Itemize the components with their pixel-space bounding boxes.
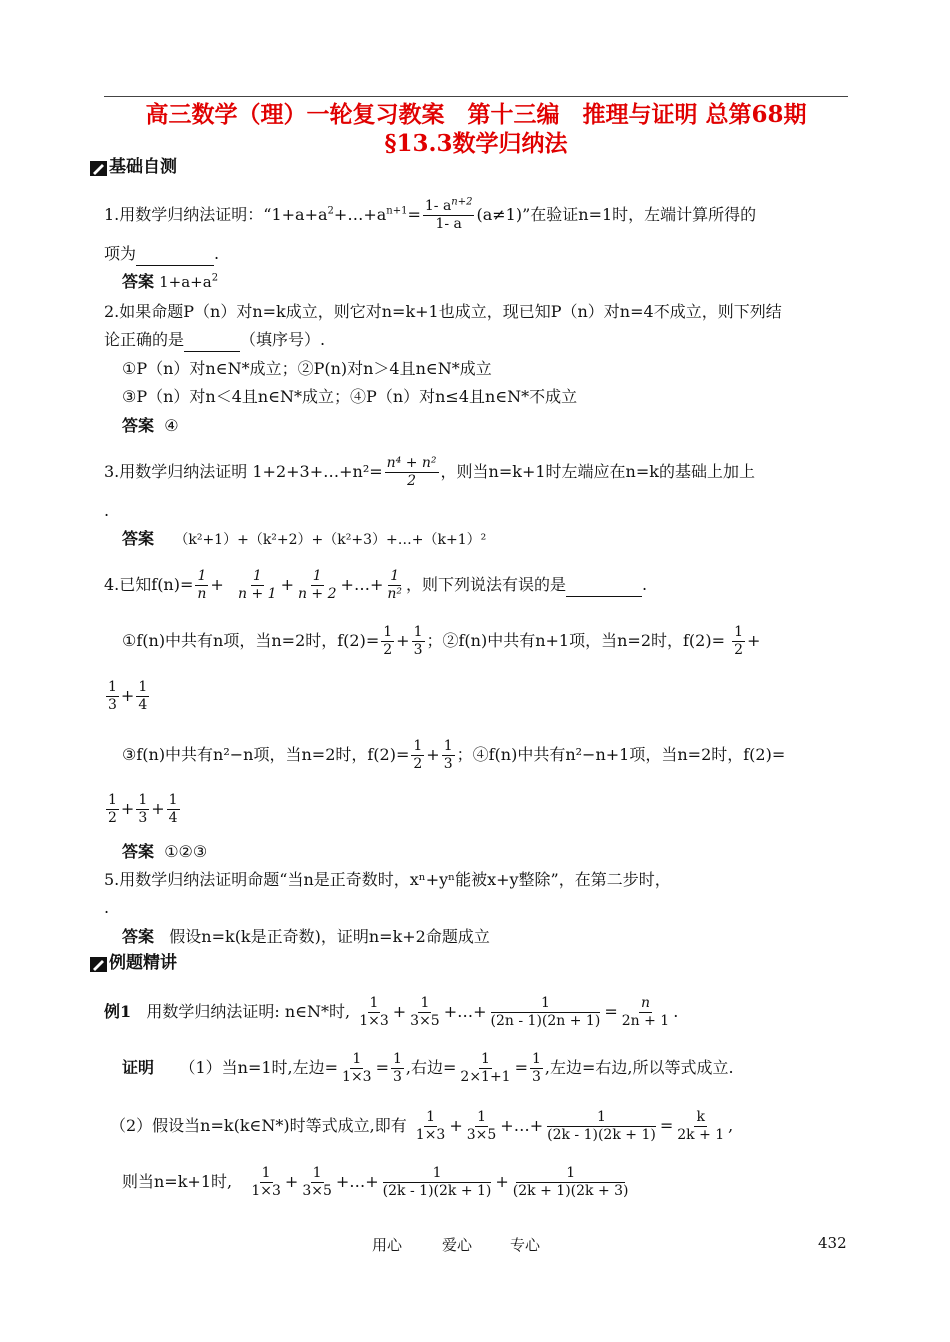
frac-num: 1 — [516, 1165, 625, 1183]
frac: $\frac{1}{3}$ — [413, 624, 423, 658]
example-1: 例1 用数学归纳法证明: n∈N*时, $\frac{1}{1\times 3}$ + $\frac{1}{3\times 5}$ +…+ $\frac{1}{(2n - 1)(2n + 1)}$ = $\frac{n}{2n + 1}$ . — [104, 995, 679, 1029]
q1-period: . — [214, 244, 220, 263]
proof-step-3: 则当n=k+1时, $\frac{1}{1\times 3}$ + $\frac{1}{3\times 5}$ +…+ $\frac{1}{(2k - 1)(2k + 1)}$ + $\frac{1}{(2k + 1)(2k + 3)}$ — [122, 1165, 629, 1199]
answer-label: 答案 — [122, 272, 155, 291]
frac-den: (2k - 1)(2k + 1) — [547, 1127, 656, 1143]
q1-fraction — [423, 198, 475, 233]
frac — [458, 1051, 512, 1086]
q4-option-1: ①f(n)中共有n项，当n=2时，f(2)= $\frac{1}{2}$ + $\frac{1}{3}$ ；②f(n)中共有n+1项，当n=2时，f(2)= $\frac{1}{2}$ + — [122, 624, 761, 658]
proof-text: ,右边= — [405, 1058, 457, 1077]
q4-text: 4.已知f(n)= — [104, 575, 194, 594]
proof-step-2: （2）假设当n=k(k∈N*)时等式成立,即有 $\frac{1}{1\times 3}$ + $\frac{1}{3\times 5}$ +…+ $\frac{1}{(2k - 1)(2k + 1)}$ = $\frac{k}{2k + 1}$ , — [110, 1109, 734, 1143]
footer-text-2: 爱心 — [442, 1236, 473, 1254]
section-header-self-test — [90, 156, 177, 178]
q3-frac-den: 2 — [407, 473, 417, 489]
q1-frac-num: 1- a — [424, 198, 452, 214]
footer-text-3: 专心 — [510, 1236, 541, 1254]
question-4: 4.已知f(n)= $\frac{1}{n}$ + $\frac{1}{n + 1}$ + $\frac{1}{n + 2}$ +…+ $\frac{1}{\text{n²}}$ ，则下列说法有误的是 . — [104, 568, 648, 602]
frac — [414, 1109, 448, 1144]
frac-den: 1×3 — [342, 1069, 372, 1085]
frac: $\frac{1}{4}$ — [138, 679, 148, 713]
frac: $\frac{1}{2}$ — [108, 792, 117, 826]
frac-num: 1 — [312, 568, 322, 584]
q1-frac-sup: n+2 — [451, 196, 473, 208]
frac-den: 3×5 — [410, 1013, 440, 1029]
proof-step-1: 证明 （1）当n=1时,左边= $\frac{1}{1\times 3}$ = $\frac{1}{3}$ ,右边= $\frac{1}{2\times 1+1}$ = $\frac{1}{3}$ ,左边=右边,所以等式成立. — [122, 1051, 734, 1085]
frac: $\frac{1}{3}$ — [108, 679, 117, 713]
dots: +…+ — [443, 1002, 487, 1021]
q3-frac-num: n⁴ + n² — [386, 455, 437, 471]
answer-3 — [122, 528, 486, 551]
answer-text: 1+a+a — [159, 273, 212, 291]
answer-text: ④ — [164, 416, 179, 435]
q4-frac-1 — [195, 568, 208, 603]
q3-fraction — [385, 455, 439, 490]
page-title: 高三数学（理）一轮复习教案 第十三编 推理与证明 总第68期 — [145, 101, 807, 128]
frac: $\frac{1}{2}$ — [413, 738, 423, 772]
answer-blank — [184, 329, 240, 352]
frac-num: 1 — [491, 995, 600, 1013]
q5-dot: . — [104, 898, 110, 917]
frac: $\frac{1}{3}$ — [443, 738, 453, 772]
frac — [465, 1109, 499, 1144]
proof-text: （1）当n=1时,左边= — [179, 1058, 339, 1077]
q1-text: (a≠1)”在验证n=1时，左端计算所得的 — [476, 205, 757, 224]
frac: $\frac{1}{2}$ — [734, 624, 744, 658]
q1-text: 项为 — [104, 244, 137, 263]
answer-text: ①②③ — [164, 842, 208, 861]
answer-label: 答案 — [122, 842, 155, 861]
pencil-note-icon — [90, 956, 107, 971]
answer-label: 答案 — [122, 927, 155, 946]
q4-frac-3 — [296, 568, 339, 603]
frac: $\frac{1}{(2k - 1)(2k + 1)}$ — [382, 1165, 492, 1199]
proof-label: 证明 — [122, 1058, 155, 1077]
frac-num: 1 — [369, 995, 379, 1011]
answer-1: 答案 $1+a+a^2$ — [122, 272, 219, 291]
proof-text: , — [728, 1116, 734, 1135]
frac-den: 3 — [392, 1069, 402, 1085]
frac — [675, 1109, 726, 1144]
frac-num: 1 — [420, 995, 430, 1011]
eq: = — [375, 1058, 389, 1077]
q4-text: ③f(n)中共有n²−n项，当n=2时，f(2)= — [122, 745, 410, 764]
q2-text: 论正确的是 — [104, 330, 185, 349]
frac-num: n — [640, 995, 650, 1011]
q2-text: （填序号）. — [240, 330, 326, 349]
frac-den: n² — [387, 586, 402, 602]
frac-num: 1 — [426, 1109, 436, 1125]
frac-den: n + 1 — [238, 586, 277, 602]
frac: $\frac{1}{2}$ — [383, 624, 393, 658]
frac: $\frac{1}{3}$ — [532, 1051, 541, 1085]
q4-text: ①f(n)中共有n项，当n=2时，f(2)= — [122, 631, 380, 650]
frac: $\frac{1}{3\times 5}$ — [302, 1165, 332, 1199]
question-2: 2.如果命题P（n）对n=k成立，则它对n=k+1也成立，现已知P（n）对n=4不成立，则下列结 — [104, 302, 782, 321]
q2-option-2: ③P（n）对n＜4且n∈N*成立；④P（n）对n≤4且n∈N*不成立 — [122, 387, 578, 406]
frac — [620, 995, 671, 1030]
eq: = — [604, 1002, 618, 1021]
frac-den: 2k + 1 — [677, 1127, 725, 1143]
frac — [391, 1051, 404, 1086]
page-number: 432 — [818, 1234, 847, 1252]
q4-text: ，则下列说法有误的是 — [405, 575, 566, 594]
frac-den: 1×3 — [415, 1127, 446, 1143]
frac: $\frac{1}{4}$ — [168, 792, 178, 826]
frac-num: 1 — [390, 568, 400, 584]
q4-frac-4 — [385, 568, 404, 603]
frac — [340, 1051, 374, 1086]
q1-frac-den: 1- a — [435, 216, 462, 232]
frac — [357, 995, 391, 1030]
frac-den: n — [197, 586, 207, 602]
q1-text: 1.用数学归纳法证明：“1+a+a — [104, 205, 328, 224]
q4-option-3: ③f(n)中共有n²−n项，当n=2时，f(2)= $\frac{1}{2}$ + $\frac{1}{3}$ ；④f(n)中共有n²−n+1项，当n=2时，f(2)= — [122, 738, 786, 772]
q4-period: . — [642, 575, 648, 594]
q4-text: ；④f(n)中共有n²−n+1项，当n=2时，f(2)= — [456, 745, 786, 764]
header-rule — [104, 96, 848, 97]
q2-option-1: ①P（n）对n∈N*成立；②P(n)对n＞4且n∈N*成立 — [122, 359, 492, 378]
frac-num: 1 — [197, 568, 207, 584]
frac-num: 1 — [392, 1051, 402, 1067]
question-2-cont — [104, 329, 325, 352]
answer-2 — [122, 415, 179, 437]
section-label: 例题精讲 — [109, 953, 177, 973]
proof-text: ,左边=右边,所以等式成立. — [544, 1058, 734, 1077]
answer-4 — [122, 841, 207, 863]
frac-den: 3×5 — [466, 1127, 497, 1143]
q3-text: 3.用数学归纳法证明 1+2+3+…+n²= — [104, 462, 383, 481]
answer-label: 答案 — [122, 416, 155, 435]
question-3 — [104, 455, 755, 490]
frac — [545, 1109, 658, 1144]
frac-num: 1 — [252, 568, 262, 584]
q4-dots: +…+ — [340, 575, 384, 594]
answer-5 — [122, 926, 490, 948]
frac-den: n + 2 — [297, 586, 337, 602]
question-1: 1.用数学归纳法证明：“$1+a+a^2+\dots+a^{n+1}=$ $\frac{1- a^{n+2}}{1- a}$ (a≠1)”在验证n=1时，左端计算所得的 — [104, 196, 757, 232]
answer-text: 假设n=k(k是正奇数)，证明n=k+2命题成立 — [169, 927, 490, 946]
q1-text: +…+a — [333, 205, 387, 224]
q1-eq: = — [407, 205, 421, 224]
answer-text: （k²+1）+（k²+2）+（k²+3）+…+（k+1）² — [174, 532, 487, 548]
frac — [489, 995, 603, 1030]
q4-option-3-cont: $\frac{1}{2}$ + $\frac{1}{3}$ + $\frac{1}{4}$ — [108, 792, 178, 826]
pencil-note-icon — [90, 160, 107, 175]
q4-text: ；②f(n)中共有n+1项，当n=2时，f(2)= — [426, 631, 725, 650]
frac: $\frac{1}{1\times 3}$ — [251, 1165, 281, 1199]
q3-dot: . — [104, 501, 110, 520]
frac-num: 1 — [481, 1051, 490, 1067]
section-label: 基础自测 — [109, 157, 177, 177]
answer-label: 答案 — [122, 529, 155, 548]
frac — [511, 1165, 631, 1200]
frac-den: (2n - 1)(2n + 1) — [490, 1013, 601, 1029]
frac-num: 1 — [547, 1109, 656, 1127]
frac — [408, 995, 442, 1030]
end: . — [673, 1002, 679, 1021]
footer-text-1: 用心 — [372, 1236, 403, 1254]
q3-text: ，则当n=k+1时左端应在n=k的基础上加上 — [440, 462, 755, 481]
answer-blank — [566, 574, 642, 597]
section-title: §13.3数学归纳法 — [384, 130, 568, 157]
proof-text: （2）假设当n=k(k∈N*)时等式成立,即有 — [110, 1116, 407, 1135]
question-1-cont — [104, 243, 219, 266]
section-header-examples — [90, 952, 177, 974]
frac-num: k — [696, 1109, 705, 1125]
frac: $\frac{1}{3}$ — [138, 792, 148, 826]
frac-num: 1 — [352, 1051, 362, 1067]
example-text: 用数学归纳法证明: n∈N*时, — [146, 1002, 351, 1021]
proof-text: 则当n=k+1时, — [122, 1172, 233, 1191]
answer-blank — [136, 243, 214, 266]
frac-den: (2k + 1)(2k + 3) — [512, 1183, 629, 1199]
question-5: 5.用数学归纳法证明命题“当n是正奇数时，xⁿ+yⁿ能被x+y整除”，在第二步时， — [104, 870, 671, 889]
frac-den: 1×3 — [359, 1013, 389, 1029]
frac-num: 1 — [477, 1109, 486, 1125]
q4-option-1-cont: $\frac{1}{3}$ + $\frac{1}{4}$ — [108, 679, 148, 713]
q4-frac-2 — [236, 568, 279, 603]
frac-den: 2×1+1 — [460, 1069, 511, 1085]
example-label: 例1 — [104, 1002, 132, 1021]
frac-den: 2n + 1 — [621, 1013, 670, 1029]
